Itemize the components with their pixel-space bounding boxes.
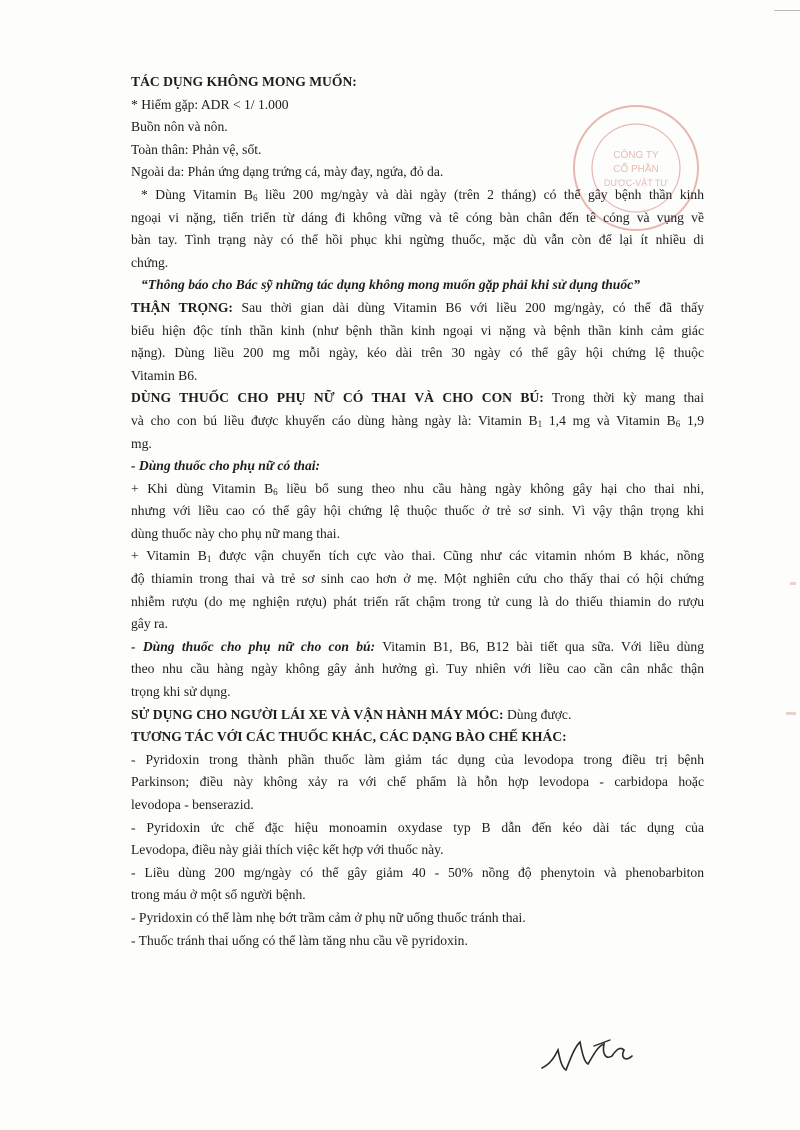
- lactation-line1: - Dùng thuốc cho phụ nữ cho con bú: Vitamin B1, B6, B12 bài tiết qua sữa. Với liều dùng: [131, 638, 704, 654]
- scan-edge-mark: [790, 582, 796, 585]
- pregnancy-line2: và cho con bú liều được khuyến cáo dùng hàng ngày là: Vitamin $B_1$ 1,4 mg và Vitamin $B_6$ 1,9: [131, 412, 704, 429]
- interaction1-line3: levodopa - benserazid.: [131, 797, 254, 812]
- handwritten-signature: [540, 1024, 650, 1080]
- pregnancy-line1: DÙNG THUỐC CHO PHỤ NỮ CÓ THAI VÀ CHO CON BÚ: Trong thời kỳ mang thai: [131, 390, 704, 406]
- scan-edge-mark: [786, 712, 796, 715]
- side-effect-body: Toàn thân: Phản vệ, sốt.: [131, 141, 262, 157]
- pregnancy-p1-line1: + Khi dùng Vitamin $B_6$ liều bổ sung theo nhu cầu hàng ngày không gây hại cho thai nhi,: [131, 480, 704, 497]
- section-side-effects-heading: TÁC DỤNG KHÔNG MONG MUỐN:: [131, 74, 357, 89]
- document-body: [131, 71, 704, 952]
- stamp-line1: CÔNG TY: [613, 150, 659, 161]
- side-effect-b6-line4: chứng.: [131, 254, 169, 270]
- driving-line: SỬ DỤNG CHO NGƯỜI LÁI XE VÀ VẬN HÀNH MÁY MÓC: Dùng được.: [131, 706, 572, 722]
- pregnancy-p1-line3: dùng thuốc này cho phụ nữ mang thai.: [131, 525, 340, 541]
- side-effect-nausea: Buồn nôn và nôn.: [131, 119, 228, 135]
- interaction3-line1: - Liều dùng 200 mg/ngày có thể gây giảm 40 - 50% nồng độ phenytoin và phenobarbiton: [131, 864, 704, 880]
- pregnancy-p2-line1: + Vitamin $B_1$ được vận chuyển tích cực vào thai. Cũng như các vitamin nhóm B khác, nồng: [131, 548, 704, 565]
- caution-line3: nặng). Dùng liều 200 mg mỗi ngày, kéo dài trên 30 ngày có thể gây hội chứng lệ thuộc: [131, 345, 704, 361]
- pregnancy-line3: mg.: [131, 435, 152, 451]
- interaction5: - Thuốc tránh thai uống có thể làm tăng nhu cầu về pyridoxin.: [131, 932, 468, 948]
- stamp-line3: DƯỢC-VẬT TƯ: [603, 178, 669, 188]
- side-effect-b6-line2: ngoại vi nặng, tiến triển từ dáng đi không vững và tê cóng bàn chân đến tê cóng và vụng về: [131, 209, 704, 225]
- lactation-line2: theo nhu cầu hàng ngày không gây ảnh hưởng gì. Tuy nhiên với liều cao cần cân nhắc thận: [131, 661, 704, 677]
- side-effect-skin: Ngoài da: Phản ứng dạng trứng cá, mày đay, ngứa, đỏ da.: [131, 164, 444, 180]
- caution-line4: Vitamin B6.: [131, 367, 198, 383]
- caution-line1: THẬN TRỌNG: Sau thời gian dài dùng Vitamin B6 với liều 200 mg/ngày, có thể đã thấy: [131, 299, 704, 315]
- pregnancy-subtitle: - Dùng thuốc cho phụ nữ có thai:: [131, 458, 321, 474]
- pregnancy-p1-line2: nhưng với liều cao có thể gây hội chứng lệ thuộc thuốc ở trẻ sơ sinh. Vì vậy thận trọng khi: [131, 503, 704, 519]
- pregnancy-p2-line2: độ thiamin trong thai và trẻ sơ sinh cao hơn ở mẹ. Một nghiên cứu cho thấy thai có hội chứng: [131, 571, 704, 587]
- interaction3-line2: trong máu ở một số người bệnh.: [131, 887, 306, 903]
- pregnancy-p2-line3: nhiễm rượu (do mẹ nghiện rượu) phát triển rất chậm trong tử cung là do thiếu thiamin do rượu: [131, 593, 704, 609]
- side-effect-b6-line1: * Dùng Vitamin $B_6$ liều 200 mg/ngày và dài ngày (trên 2 tháng) có thể gây bệnh thần kinh: [141, 186, 704, 203]
- lactation-line3: trọng khi sử dụng.: [131, 684, 231, 700]
- interactions-heading: TƯƠNG TÁC VỚI CÁC THUỐC KHÁC, CÁC DẠNG BÀO CHẾ KHÁC:: [131, 729, 567, 745]
- stamp-line2: CỔ PHẦN: [613, 164, 659, 175]
- side-effect-b6-line3: bàn tay. Tình trạng này có thể hồi phục khi ngừng thuốc, mặc dù vẫn còn để lại ít nhiều di: [131, 232, 704, 248]
- interaction4: - Pyridoxin có thể làm nhẹ bớt trầm cảm ở phụ nữ uống thuốc tránh thai.: [131, 909, 526, 925]
- pregnancy-p2-line4: gây ra.: [131, 616, 168, 632]
- scan-edge-line: [774, 10, 800, 11]
- side-effect-rare: * Hiếm gặp: ADR < 1/ 1.000: [131, 96, 289, 112]
- caution-line2: biểu hiện độc tính thần kinh (như bệnh thần kinh ngoại vi nặng và bệnh thần kinh cảm giác: [131, 322, 704, 338]
- report-notice: “Thông báo cho Bác sỹ những tác dụng không mong muốn gặp phải khi sử dụng thuốc”: [141, 277, 640, 293]
- interaction2-line2: Levodopa, điều này giải thích việc kết hợp với thuốc này.: [131, 842, 444, 858]
- interaction1-line2: Parkinson; điều này không xảy ra với chế phẩm là hỗn hợp levodopa - carbidopa hoặc: [131, 774, 704, 790]
- interaction1-line1: - Pyridoxin trong thành phần thuốc làm giảm tác dụng của levodopa trong điều trị bệnh: [131, 751, 704, 767]
- interaction2-line1: - Pyridoxin ức chế đặc hiệu monoamin oxydase typ B dẫn đến kéo dài tác dụng của: [131, 819, 704, 835]
